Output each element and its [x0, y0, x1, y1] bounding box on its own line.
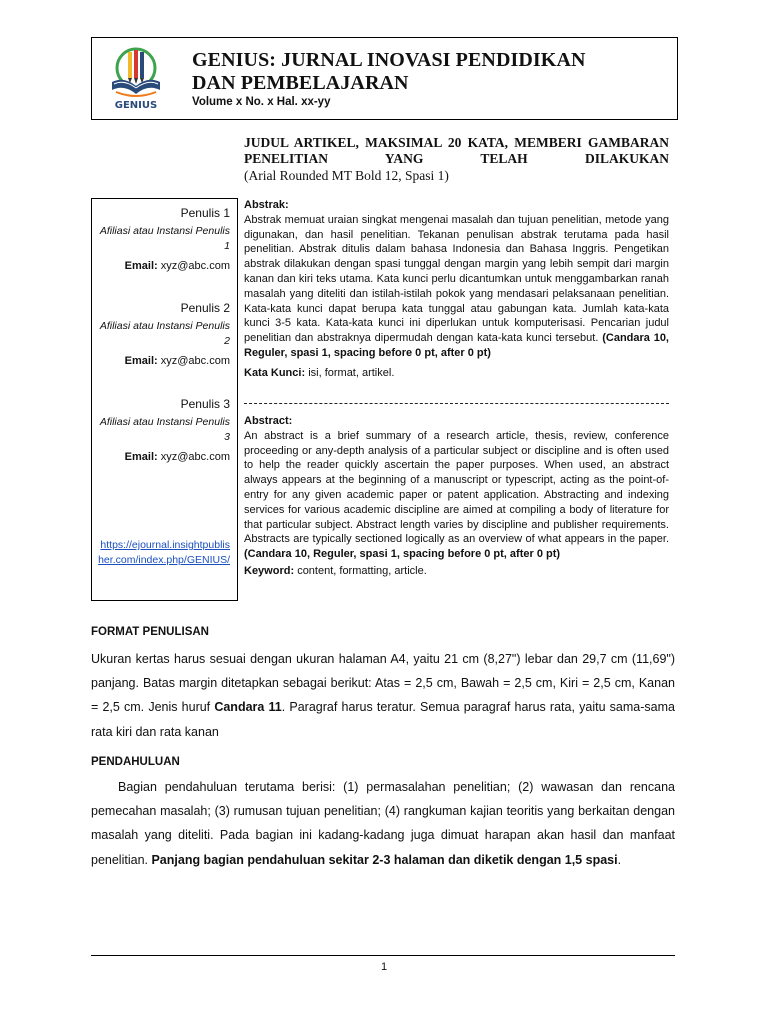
author-sidebar [91, 198, 238, 601]
abstract-section [244, 414, 669, 579]
author-email [95, 260, 230, 272]
author-name: Penulis 2 [180, 301, 230, 315]
journal-logo [106, 46, 166, 114]
abstrak-section [244, 198, 669, 381]
paragraph-bold: Candara 11 [214, 700, 282, 715]
abstract-text: An abstract is a brief summary of a research article, thesis, review, conference proceeding or any-depth analysis of a particular subject or discipline and is often used to help the reader quickly ascertain the paper purposes. When used, an abstract always appears at the beginning of a manuscript or typescript, acting as the point-of-entry for any given academic paper or patent application. Abstracting and indexing services for various academic discipline are aimed at compiling a body of literature for that particular subject. Abstract length varies by discipline and publisher requirements. Abstracts are typically sectioned logically as an overview of what appears in the paper. [244, 429, 669, 546]
pendahuluan-paragraph [91, 775, 675, 872]
article-subtitle: (Arial Rounded MT Bold 12, Spasi 1) [244, 168, 449, 183]
keyword-label: Kata Kunci: [244, 366, 306, 379]
abstract-body [244, 429, 669, 562]
author-1 [95, 206, 230, 272]
email-label: Email: [124, 355, 158, 367]
abstrak-text: Abstrak memuat uraian singkat mengenai masalah dan tujuan penelitian, metode yang digunakan, dan hasil penelitian. Tekanan penulisan abstrak terutama pada hasil penelitian. Abstrak ditulis dalam bahasa Indonesia dan Bahasa Inggris. Pengetikan abstrak dilakukan dengan spasi tunggal dengan margin yang lebih sempit dari margin kanan dan kiri teks utama. Kata kunci perlu dicantumkan untuk menggambarkan ranah masalah yang diteliti dan istilah-istilah pokok yang mendasari pelaksanaan penelitian. Kata-kata kunci dapat berupa kata tunggal atau gabungan kata. Jumlah kata-kata kunci 3-5 kata. Kata-kata kunci ini diperlukan untuk komputerisasi. Pencarian judul penelitian dan abstraknya dipermudah dengan kata-kata kunci tersebut. [244, 213, 669, 345]
abstract-format-note: (Candara 10, Reguler, spasi 1, spacing before 0 pt, after 0 pt) [244, 548, 561, 561]
format-penulisan-heading: FORMAT PENULISAN [91, 626, 209, 638]
journal-header [91, 37, 678, 120]
author-affiliation: Afiliasi atau Instansi Penulis 3 [99, 416, 230, 443]
author-email [95, 355, 230, 367]
paragraph-bold: Panjang bagian pendahuluan sekitar 2-3 halaman dan diketik dengan 1,5 spasi [151, 852, 618, 867]
author-2 [95, 301, 230, 367]
paragraph-text: Ukuran kertas harus sesuai dengan ukuran halaman A4, yaitu 21 cm (8,27") lebar dan 29,7 cm (11,69") panjang. Batas margin ditetapkan sebagai berikut: Atas = 2,5 cm, Bawah = 2,5 cm, Kiri = 2,5 cm, Kanan = 2,5 cm. Jenis huruf [91, 652, 675, 715]
page-number: 1 [380, 961, 388, 973]
email-label: Email: [124, 260, 158, 272]
article-title: JUDUL ARTIKEL, MAKSIMAL 20 KATA, MEMBERI GAMBARAN PENELITIAN YANG TELAH DILAKUKAN [244, 135, 669, 166]
author-name: Penulis 1 [180, 206, 230, 220]
author-3 [95, 397, 230, 463]
abstrak-format-note: (Candara 10, Reguler, spasi 1, spacing before 0 pt, after 0 pt) [244, 332, 669, 359]
keyword-label: Keyword: [244, 564, 295, 577]
book-pencil-logo-icon [106, 46, 166, 102]
keyword-values: content, formatting, article. [297, 564, 427, 577]
journal-volume: Volume x No. x Hal. xx-yy [192, 96, 331, 108]
abstract-heading: Abstract: [244, 415, 293, 427]
author-affiliation: Afiliasi atau Instansi Penulis 1 [99, 225, 230, 252]
section-divider [244, 403, 669, 404]
journal-title-line1: GENIUS: JURNAL INOVASI PENDIDIKAN [192, 49, 586, 71]
abstrak-keywords [244, 366, 669, 381]
journal-title-line2: DAN PEMBELAJARAN [192, 72, 409, 94]
email-label: Email: [124, 451, 158, 463]
pendahuluan-heading: PENDAHULUAN [91, 756, 180, 768]
journal-link[interactable]: https://ejournal.insightpublisher.com/index.php/GENIUS/ [98, 539, 230, 566]
author-email [95, 451, 230, 463]
author-name: Penulis 3 [180, 397, 230, 411]
keyword-values: isi, format, artikel. [308, 366, 395, 379]
author-affiliation: Afiliasi atau Instansi Penulis 2 [99, 320, 230, 347]
footer-rule [91, 955, 675, 956]
abstrak-heading: Abstrak: [244, 199, 289, 211]
abstract-keywords [244, 564, 669, 579]
paragraph-text: Bagian pendahuluan terutama berisi: (1) permasalahan penelitian; (2) wawasan dan rencana pemecahan masalah; (3) rumusan tujuan penelitian; (4) rangkuman kajian teoritis yang berkaitan dengan masalah yang diteliti. Pada bagian ini kadang-kadang juga dimuat harapan akan hasil dan manfaat penelitian. [91, 780, 675, 867]
email-value: xyz@abc.com [160, 260, 230, 272]
journal-title [192, 49, 586, 95]
logo-text: GENIUS [114, 100, 158, 111]
paragraph-text: . [617, 852, 622, 867]
email-value: xyz@abc.com [160, 451, 230, 463]
abstrak-body [244, 213, 669, 361]
paragraph-text: . Paragraf harus teratur. Semua paragraf harus rata, yaitu sama-sama rata kiri dan rata kanan [91, 700, 675, 739]
format-penulisan-paragraph [91, 647, 675, 744]
email-value: xyz@abc.com [160, 355, 230, 367]
